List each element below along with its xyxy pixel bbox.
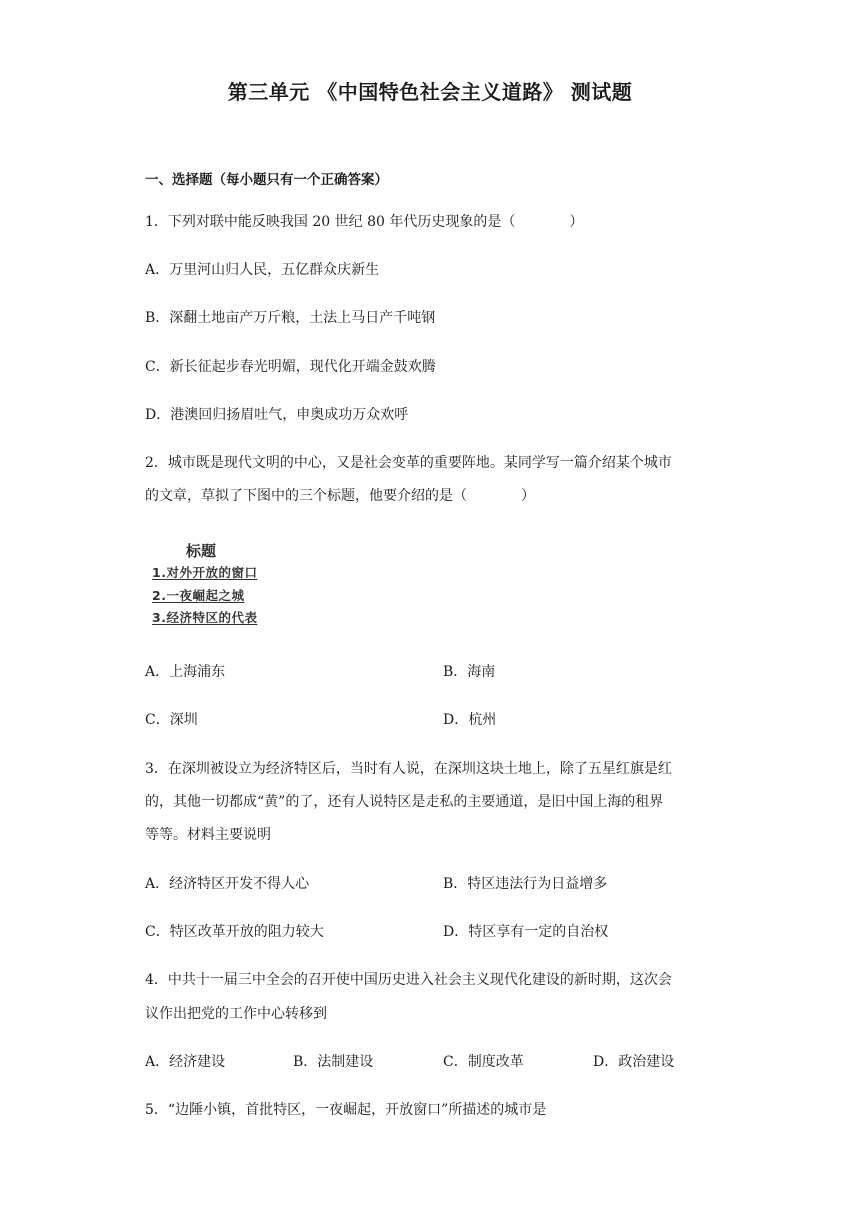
question-4-option-b: B．法制建设	[293, 1054, 374, 1070]
question-4-option-a: A．经济建设	[145, 1054, 226, 1070]
question-4-stem-line-1: 4．中共十一届三中全会的召开使中国历史进入社会主义现代化建设的新时期，这次会	[145, 972, 672, 988]
question-3-option-a: A．经济特区开发不得人心	[145, 876, 310, 892]
question-1-option-d: D．港澳回归扬眉吐气，申奥成功万众欢呼	[145, 407, 409, 423]
question-3-option-b: B．特区违法行为日益增多	[443, 876, 608, 892]
question-2-stem-line-2	[145, 486, 535, 506]
headings-figure	[150, 540, 280, 630]
question-1-option-b: B．深翻土地亩产万斤粮，土法上马日产千吨钢	[145, 310, 436, 326]
question-3-stem-line-3: 等等。材料主要说明	[145, 827, 271, 843]
question-2-stem-line-1: 2．城市既是现代文明的中心，又是社会变革的重要阵地。某同学写一篇介绍某个城市	[145, 455, 672, 471]
figure-item-1: 1.对外开放的窗口	[152, 565, 258, 580]
question-1-stem	[145, 212, 583, 232]
figure-item-3: 3.经济特区的代表	[152, 610, 258, 625]
page-title: 第三单元 《中国特色社会主义道路》 测试题	[227, 80, 633, 104]
question-3-option-c: C．特区改革开放的阻力较大	[145, 924, 324, 940]
question-2-option-a: A．上海浦东	[145, 664, 226, 680]
figure-heading: 标题	[186, 542, 217, 560]
question-1-option-a: A．万里河山归人民，五亿群众庆新生	[145, 262, 380, 278]
question-2-option-c: C．深圳	[145, 712, 198, 728]
question-1-stem-close: ）	[569, 214, 584, 230]
question-2-stem-text: 的文章，草拟了下图中的三个标题，他要介绍的是（	[145, 488, 467, 504]
question-4-option-d: D．政治建设	[593, 1054, 675, 1070]
question-2-option-d: D．杭州	[443, 712, 497, 728]
question-2-stem-close: ）	[521, 488, 535, 504]
question-5-stem: 5．“边陲小镇，首批特区，一夜崛起，开放窗口”所描述的城市是	[145, 1102, 547, 1118]
question-3-stem-line-2: 的，其他一切都成“黄”的了，还有人说特区是走私的主要通道，是旧中国上海的租界	[145, 794, 664, 810]
question-4-option-c: C．制度改革	[443, 1054, 524, 1070]
question-3-option-d: D．特区享有一定的自治权	[443, 924, 609, 940]
section-heading: 一、选择题（每小题只有一个正确答案）	[145, 172, 388, 188]
question-1-stem-text: 1．下列对联中能反映我国 20 世纪 80 年代历史现象的是（	[145, 214, 516, 230]
figure-item-2: 2.一夜崛起之城	[152, 588, 245, 603]
question-4-stem-line-2: 议作出把党的工作中心转移到	[145, 1006, 327, 1022]
question-2-option-b: B．海南	[443, 664, 496, 680]
question-1-option-c: C．新长征起步春光明媚，现代化开端金鼓欢腾	[145, 359, 436, 375]
question-3-stem-line-1: 3．在深圳被设立为经济特区后，当时有人说，在深圳这块土地上，除了五星红旗是红	[145, 761, 672, 777]
